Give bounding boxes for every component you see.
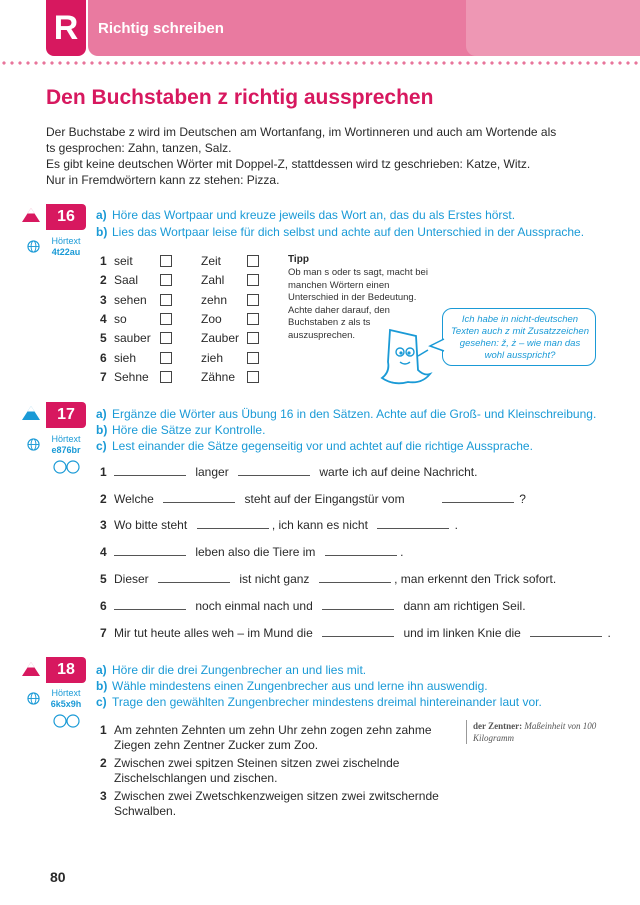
page-heading: Den Buchstaben z richtig aussprechen <box>46 86 434 109</box>
checkbox[interactable] <box>247 352 259 364</box>
checkbox[interactable] <box>160 255 172 267</box>
hoertext-label: Hörtext <box>51 434 81 444</box>
speech-bubble-text: Ich habe in nicht-deutschen Texten auch z mit Zusatzzeichen gesehen: ž, ż – wie man das wohl ausspricht? <box>451 314 589 361</box>
pair-word-s: sehen <box>114 292 147 307</box>
blank-field[interactable] <box>163 492 235 503</box>
blank-field[interactable] <box>322 626 394 637</box>
pair-word-z: Zähne <box>201 369 236 384</box>
pair-word-z: Zahl <box>201 273 225 288</box>
globe-icon[interactable] <box>27 240 40 253</box>
twister-3-line-1: Zwischen zwei Zwetschkenzweigen sitzen zwei zwitschernde <box>114 789 439 803</box>
sentence-number: 7 <box>100 626 107 640</box>
checkbox[interactable] <box>160 332 172 344</box>
ex16-instruction-a: a) Höre das Wortpaar und kreuze jeweils das Wort an, das du als Erstes hörst. <box>96 208 516 222</box>
tipp-text: Ob man s oder ts sagt, macht bei manchen Wörtern einen Unterschied in der Bedeutung. Achte daher darauf, den Buchstaben z als ts auszusprechen. <box>288 267 428 341</box>
checkbox[interactable] <box>160 294 172 306</box>
sentence-number: 5 <box>100 572 107 586</box>
twister-1-line-1: Am zehnten Zehnten um zehn Uhr zehn zogen zehn zahme <box>114 723 432 737</box>
pair-number: 5 <box>100 331 107 346</box>
ex16-instruction-b: b) Lies das Wortpaar leise für dich selbst und achte auf den Unterschied in der Aussprache. <box>96 225 585 239</box>
ex17-instruction-b: b) Höre die Sätze zur Kontrolle. <box>96 423 266 437</box>
blank-field[interactable] <box>197 518 269 529</box>
twister-number: 1 <box>100 723 107 737</box>
vocabulary-note: der Zentner: Maßeinheit von 100 Kilogramm <box>466 720 603 744</box>
checkbox[interactable] <box>247 255 259 267</box>
ex17-instruction-a: a) Ergänze die Wörter aus Übung 16 in den Sätzen. Achte auf die Groß- und Kleinschreibung. <box>96 407 597 421</box>
section-letter: R <box>46 0 86 56</box>
sentence-number: 1 <box>100 465 107 479</box>
intro-line-3: Es gibt keine deutschen Wörter mit Doppel-Z, stattdessen wird tz geschrieben: Katze, Witz. <box>46 157 531 171</box>
hoertext-17[interactable] <box>46 434 86 456</box>
ex18-instruction-a: a) Höre dir die drei Zungenbrecher an und lies mit. <box>96 663 367 677</box>
checkbox[interactable] <box>247 332 259 344</box>
ex17-instruction-c: c) Lest einander die Sätze gegenseitig vor und achtet auf die richtige Aussprache. <box>96 439 533 453</box>
intro-line-1: Der Buchstabe z wird im Deutschen am Wortanfang, im Wortinneren und auch am Wortende als <box>46 125 557 139</box>
speech-bubble-tail <box>428 338 446 352</box>
ex18-instruction-b: b) Wähle mindestens einen Zungenbrecher aus und lerne ihn auswendig. <box>96 679 488 693</box>
sentence-3: Wo bitte steht , ich kann es nicht . <box>114 518 458 532</box>
exercise-17-badge: 17 <box>46 402 86 428</box>
pair-number: 2 <box>100 273 107 288</box>
hoertext-label: Hörtext <box>51 688 81 698</box>
intro-line-4: Nur in Fremdwörtern kann zz stehen: Pizza. <box>46 173 280 187</box>
twister-2-line-2: Zischelschlangen und zischen. <box>114 771 278 785</box>
pair-word-z: Zoo <box>201 311 222 326</box>
globe-icon[interactable] <box>27 438 40 451</box>
blank-field[interactable] <box>325 545 397 556</box>
hoertext-label: Hörtext <box>51 236 81 246</box>
pair-number: 7 <box>100 369 107 384</box>
pair-word-s: sieh <box>114 350 137 365</box>
blank-field[interactable] <box>158 572 230 583</box>
pair-number: 4 <box>100 311 107 326</box>
blank-field[interactable] <box>530 626 602 637</box>
pair-word-s: seit <box>114 254 133 268</box>
page-number: 80 <box>50 869 66 885</box>
pair-word-s: Saal <box>114 273 139 288</box>
pair-number: 1 <box>100 254 107 268</box>
pair-word-s: Sehne <box>114 369 149 384</box>
sentence-7: Mir tut heute alles weh – im Mund die und im linken Knie die . <box>114 626 611 640</box>
checkbox[interactable] <box>247 294 259 306</box>
blank-field[interactable] <box>114 545 186 556</box>
checkbox[interactable] <box>160 352 172 364</box>
twister-1-line-2: Ziegen zehn Zentner Zucker zum Zoo. <box>114 738 319 752</box>
checkbox[interactable] <box>160 274 172 286</box>
ex18-instruction-c: c) Trage den gewählten Zungenbrecher mindestens dreimal hintereinander laut vor. <box>96 695 542 709</box>
partner-work-icon <box>52 714 82 728</box>
twister-3-line-2: Schwalben. <box>114 804 177 818</box>
pair-number: 6 <box>100 350 107 365</box>
level-mountain-icon <box>22 406 40 420</box>
blank-field[interactable] <box>319 572 391 583</box>
level-mountain-icon <box>22 662 40 676</box>
pair-word-z: zehn <box>201 292 228 307</box>
blank-field[interactable] <box>322 599 394 610</box>
hoertext-code: 6k5x9h <box>50 699 82 709</box>
sentence-2: Welche steht auf der Eingangstür vom ? <box>114 492 526 506</box>
dotted-divider <box>0 60 640 66</box>
blank-field[interactable] <box>377 518 449 529</box>
header-band-right <box>466 0 640 56</box>
sentence-6: noch einmal nach und dann am richtigen Seil. <box>114 599 526 613</box>
pair-word-z: Zauber <box>201 331 240 346</box>
checkbox[interactable] <box>247 313 259 325</box>
sentence-number: 2 <box>100 492 107 506</box>
sentence-number: 3 <box>100 518 107 532</box>
partner-work-icon <box>52 460 82 474</box>
twister-number: 3 <box>100 789 107 803</box>
twister-number: 2 <box>100 756 107 770</box>
checkbox[interactable] <box>247 274 259 286</box>
blank-field[interactable] <box>114 465 186 476</box>
hoertext-18[interactable] <box>46 688 86 710</box>
intro-line-2: ts gesprochen: Zahn, tanzen, Salz. <box>46 141 232 155</box>
sentence-1: langer warte ich auf deine Nachricht. <box>114 465 477 479</box>
tipp-title: Tipp <box>288 254 309 265</box>
hoertext-16[interactable] <box>46 236 86 258</box>
checkbox[interactable] <box>160 313 172 325</box>
blank-field[interactable] <box>238 465 310 476</box>
pair-word-s: so <box>114 311 127 326</box>
mascot-illustration <box>372 326 438 388</box>
twister-2-line-1: Zwischen zwei spitzen Steinen sitzen zwei zischelnde <box>114 756 400 770</box>
checkbox[interactable] <box>247 371 259 383</box>
sentence-number: 4 <box>100 545 107 559</box>
sentence-4: leben also die Tiere im . <box>114 545 403 559</box>
sentence-5: Dieser ist nicht ganz , man erkennt den Trick sofort. <box>114 572 557 586</box>
exercise-16-badge: 16 <box>46 204 86 230</box>
pair-word-z: Zeit <box>201 254 222 268</box>
hoertext-code: e876br <box>51 445 81 455</box>
pair-number: 3 <box>100 292 107 307</box>
exercise-18-badge: 18 <box>46 657 86 683</box>
hoertext-code: 4t22au <box>51 247 81 257</box>
blank-field[interactable] <box>114 599 186 610</box>
pair-word-s: sauber <box>114 331 151 346</box>
checkbox[interactable] <box>160 371 172 383</box>
blank-field[interactable] <box>442 492 514 503</box>
sentence-number: 6 <box>100 599 107 613</box>
pair-word-z: zieh <box>201 350 224 365</box>
globe-icon[interactable] <box>27 692 40 705</box>
section-title: Richtig schreiben <box>98 20 224 37</box>
level-mountain-icon <box>22 208 40 222</box>
